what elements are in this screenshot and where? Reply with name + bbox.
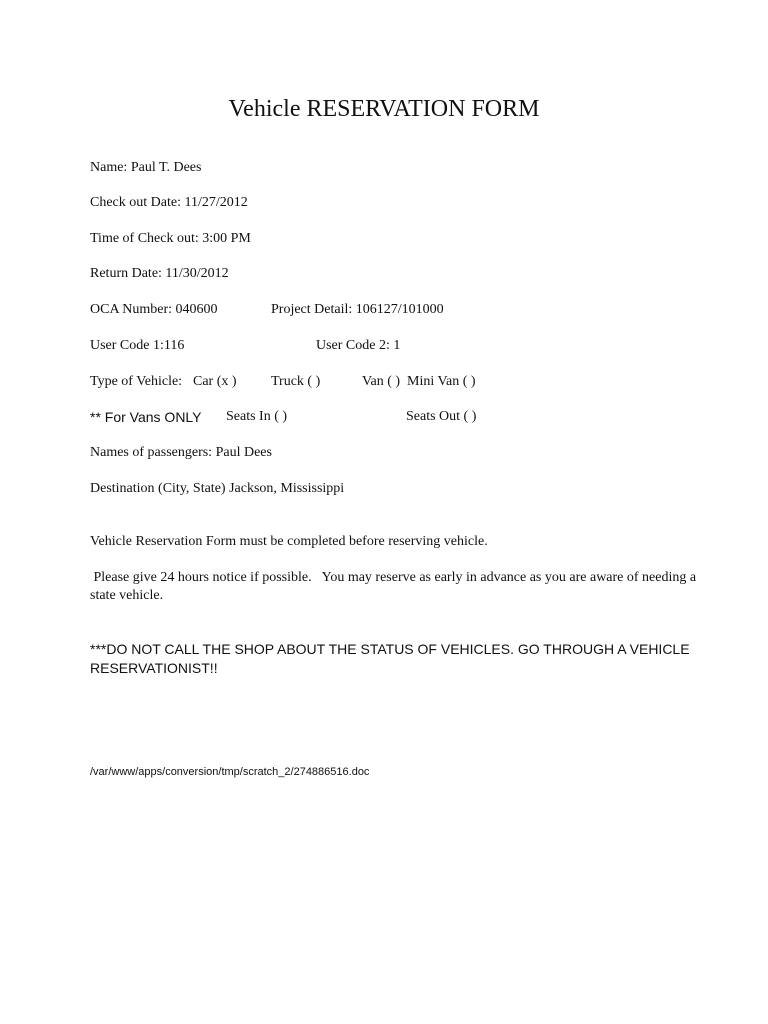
vehicle-option-car: Car (x ) (193, 374, 237, 389)
checkout-date-field: Check out Date: 11/27/2012 (90, 195, 248, 210)
vehicle-option-minivan: Mini Van ( ) (407, 374, 476, 389)
vehicle-option-truck: Truck ( ) (271, 374, 321, 389)
notice-note: Please give 24 hours notice if possible. You may reserve as early in advance as you are aware of needing a state vehicle. (90, 570, 700, 603)
return-date-field: Return Date: 11/30/2012 (90, 266, 229, 281)
seats-out-field: Seats Out ( ) (406, 409, 477, 424)
shop-warning: ***DO NOT CALL THE SHOP ABOUT THE STATUS OF VEHICLES. GO THROUGH A VEHICLE RESERVATIONIST!! (90, 641, 690, 676)
checkout-time-field: Time of Check out: 3:00 PM (90, 231, 251, 246)
seats-in-field: Seats In ( ) (226, 409, 288, 424)
completion-note: Vehicle Reservation Form must be completed before reserving vehicle. (90, 534, 488, 549)
name-field: Name: Paul T. Dees (90, 160, 202, 175)
vehicle-option-van: Van ( ) (362, 374, 401, 389)
user-code-2-field: User Code 2: 1 (316, 338, 401, 353)
vans-only-label: ** For Vans ONLY (90, 409, 202, 425)
project-detail-field: Project Detail: 106127/101000 (271, 302, 444, 317)
oca-number-field: OCA Number: 040600 (90, 302, 218, 317)
form-title: Vehicle RESERVATION FORM (228, 96, 540, 122)
destination-field: Destination (City, State) Jackson, Mississippi (90, 481, 345, 496)
footer-file-path: /var/www/apps/conversion/tmp/scratch_2/274886516.doc (90, 766, 370, 778)
user-code-1-field: User Code 1:116 (90, 338, 185, 353)
passengers-field: Names of passengers: Paul Dees (90, 445, 272, 460)
vehicle-type-label: Type of Vehicle: (90, 374, 183, 389)
